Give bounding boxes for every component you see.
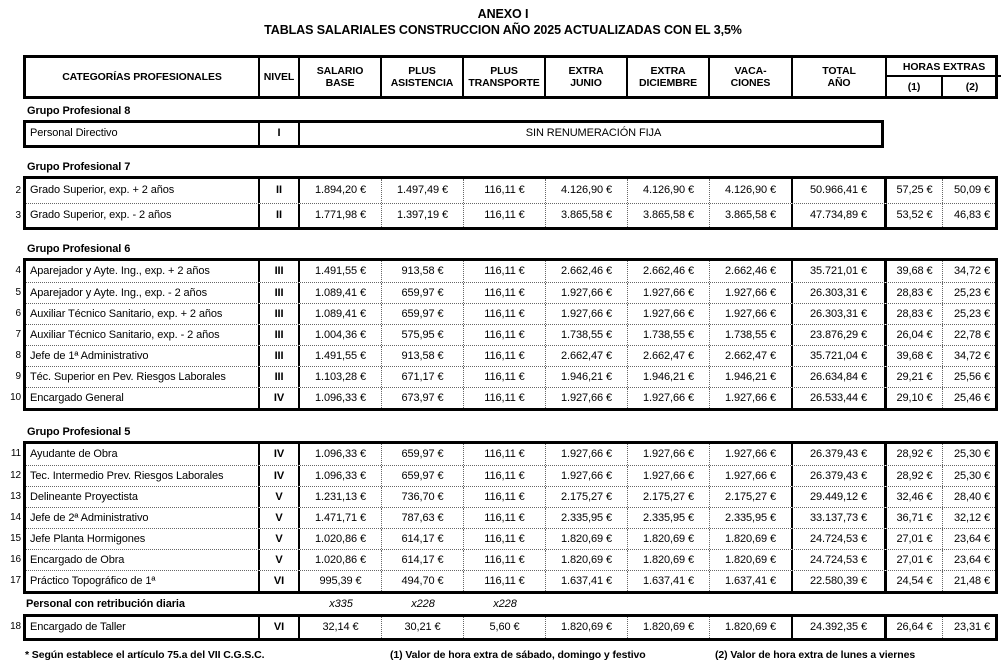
extra-junio-cell: 1.820,69 € — [546, 550, 628, 570]
span-cell: SIN RENUMERACIÓN FIJA — [525, 127, 662, 139]
extra-diciembre-cell: 1.946,21 € — [628, 367, 710, 387]
total-ano-cell: 26.634,84 € — [793, 367, 887, 387]
horas-extras-1-cell: 32,46 € — [887, 487, 943, 507]
vacaciones-cell: 1.927,66 € — [710, 444, 793, 465]
plus-asistencia-cell: 913,58 € — [382, 346, 464, 366]
multiplier-cell: x228 — [411, 598, 435, 610]
total-ano-cell: 50.966,41 € — [793, 179, 887, 203]
table-row — [15, 345, 995, 366]
total-ano-cell: 26.379,43 € — [793, 466, 887, 486]
category-cell: Jefe de 1ª Administrativo — [26, 346, 260, 366]
horas-extras-2-cell: 34,72 € — [953, 350, 990, 362]
extra-diciembre-cell: 1.927,66 € — [628, 304, 710, 324]
group-block — [10, 614, 998, 641]
extra-diciembre-cell: 1.927,66 € — [628, 466, 710, 486]
group-label: Grupo Profesional 7 — [27, 161, 131, 173]
extra-diciembre-cell: 1.927,66 € — [628, 283, 710, 303]
row-number: 12 — [10, 470, 21, 481]
nivel-cell: VI — [260, 571, 300, 591]
plus-asistencia-cell: 659,97 € — [382, 283, 464, 303]
horas-extras-1-cell: 27,01 € — [887, 550, 943, 570]
nivel-cell: V — [260, 529, 300, 549]
plus-transporte-cell: 116,11 € — [464, 367, 546, 387]
vacaciones-cell: 1.946,21 € — [710, 367, 793, 387]
table-row — [15, 203, 995, 227]
row-number: 15 — [10, 533, 21, 544]
footnote-1: (1) Valor de hora extra de sábado, domingo y festivo — [390, 649, 646, 661]
header-categorias: CATEGORÍAS PROFESIONALES — [26, 58, 260, 96]
daily-retribution-row — [26, 597, 1006, 613]
extra-junio-cell: 2.175,27 € — [546, 487, 628, 507]
row-number: 10 — [10, 392, 21, 403]
table-row — [10, 570, 995, 591]
row-number: 8 — [15, 350, 21, 361]
total-ano-cell: 47.734,89 € — [793, 204, 887, 227]
category-cell: Tec. Intermedio Prev. Riesgos Laborales — [26, 466, 260, 486]
extra-junio-cell: 1.927,66 € — [546, 466, 628, 486]
row-number: 3 — [15, 210, 21, 221]
category-cell: Encargado de Obra — [26, 550, 260, 570]
vacaciones-cell: 1.820,69 € — [710, 529, 793, 549]
extra-junio-cell: 1.927,66 € — [546, 283, 628, 303]
footnote-asterisk: * Según establece el artículo 75.a del VII C.G.S.C. — [25, 649, 265, 661]
group-block — [23, 120, 884, 148]
plus-asistencia-cell: 659,97 € — [382, 304, 464, 324]
salario-base-cell: 1.096,33 € — [300, 466, 382, 486]
category-cell: Encargado de Taller — [26, 617, 260, 638]
table-row — [10, 507, 995, 528]
nivel-cell: III — [260, 367, 300, 387]
extra-junio-cell: 1.637,41 € — [546, 571, 628, 591]
plus-transporte-cell: 116,11 € — [464, 179, 546, 203]
plus-transporte-cell: 116,11 € — [464, 571, 546, 591]
table-header — [23, 55, 998, 99]
document-subtitle: TABLAS SALARIALES CONSTRUCCION AÑO 2025 ACTUALIZADAS CON EL 3,5% — [264, 23, 742, 37]
horas-extras-2-cell: 25,30 € — [953, 448, 990, 460]
extra-diciembre-cell: 1.820,69 € — [628, 529, 710, 549]
plus-transporte-cell: 116,11 € — [464, 444, 546, 465]
category-cell: Encargado General — [26, 388, 260, 408]
header-plus-transporte: PLUS TRANSPORTE — [464, 58, 546, 96]
nivel-cell: III — [260, 304, 300, 324]
extra-junio-cell: 4.126,90 € — [546, 179, 628, 203]
horas-extras-2-cell: 34,72 € — [953, 265, 990, 277]
plus-asistencia-cell: 671,17 € — [382, 367, 464, 387]
horas-extras-2-cell: 21,48 € — [953, 575, 990, 587]
vacaciones-cell: 2.175,27 € — [710, 487, 793, 507]
total-ano-cell: 24.724,53 € — [793, 550, 887, 570]
group-block — [15, 176, 998, 230]
nivel-cell: III — [260, 325, 300, 345]
plus-asistencia-cell: 494,70 € — [382, 571, 464, 591]
plus-transporte-cell: 116,11 € — [464, 508, 546, 528]
vacaciones-cell: 1.927,66 € — [710, 466, 793, 486]
table-row — [10, 387, 995, 408]
plus-transporte-cell: 116,11 € — [464, 204, 546, 227]
group-label: Grupo Profesional 8 — [27, 105, 131, 117]
nivel-cell: V — [260, 550, 300, 570]
total-ano-cell: 26.533,44 € — [793, 388, 887, 408]
category-cell: Grado Superior, exp. - 2 años — [26, 204, 260, 227]
header-salario-base: SALARIO BASE — [300, 58, 382, 96]
extra-diciembre-cell: 2.335,95 € — [628, 508, 710, 528]
plus-asistencia-cell: 913,58 € — [382, 261, 464, 282]
plus-asistencia-cell: 614,17 € — [382, 529, 464, 549]
salario-base-cell: 1.089,41 € — [300, 283, 382, 303]
extra-junio-cell: 3.865,58 € — [546, 204, 628, 227]
category-cell: Auxiliar Técnico Sanitario, exp. + 2 años — [26, 304, 260, 324]
horas-extras-2-cell: 25,23 € — [953, 287, 990, 299]
vacaciones-cell: 1.637,41 € — [710, 571, 793, 591]
total-ano-cell: 24.724,53 € — [793, 529, 887, 549]
plus-asistencia-cell: 614,17 € — [382, 550, 464, 570]
category-cell: Jefe Planta Hormigones — [26, 529, 260, 549]
horas-extras-1-cell: 39,68 € — [887, 261, 943, 282]
plus-asistencia-cell: 659,97 € — [382, 466, 464, 486]
vacaciones-cell: 1.820,69 € — [710, 550, 793, 570]
horas-extras-1-cell: 36,71 € — [887, 508, 943, 528]
extra-diciembre-cell: 1.820,69 € — [628, 617, 710, 638]
plus-transporte-cell: 116,11 € — [464, 388, 546, 408]
horas-extras-1-cell: 27,01 € — [887, 529, 943, 549]
category-cell: Grado Superior, exp. + 2 años — [26, 179, 260, 203]
extra-diciembre-cell: 1.927,66 € — [628, 388, 710, 408]
horas-extras-2-cell: 25,56 € — [953, 371, 990, 383]
row-number: 7 — [15, 329, 21, 340]
salario-base-cell: 1.096,33 € — [300, 444, 382, 465]
salario-base-cell: 1.103,28 € — [300, 367, 382, 387]
row-number: 13 — [10, 491, 21, 502]
header-extra-diciembre: EXTRA DICIEMBRE — [628, 58, 710, 96]
plus-asistencia-cell: 659,97 € — [382, 444, 464, 465]
total-ano-cell: 26.303,31 € — [793, 304, 887, 324]
horas-extras-2-cell: 28,40 € — [953, 491, 990, 503]
total-ano-cell: 29.449,12 € — [793, 487, 887, 507]
footnote-2: (2) Valor de hora extra de lunes a viernes — [715, 649, 916, 661]
horas-extras-2-cell: 23,64 € — [953, 554, 990, 566]
extra-diciembre-cell: 1.820,69 € — [628, 550, 710, 570]
nivel-cell: III — [260, 261, 300, 282]
total-ano-cell: 33.137,73 € — [793, 508, 887, 528]
vacaciones-cell: 4.126,90 € — [710, 179, 793, 203]
plus-transporte-cell: 116,11 € — [464, 283, 546, 303]
group-section — [0, 104, 1006, 148]
salario-base-cell: 1.471,71 € — [300, 508, 382, 528]
row-number: 11 — [10, 448, 21, 459]
category-cell: Ayudante de Obra — [26, 444, 260, 465]
plus-transporte-cell: 116,11 € — [464, 346, 546, 366]
nivel-cell: V — [260, 508, 300, 528]
nivel-cell: IV — [260, 388, 300, 408]
vacaciones-cell: 1.738,55 € — [710, 325, 793, 345]
header-extra-junio: EXTRA JUNIO — [546, 58, 628, 96]
category-cell: Aparejador y Ayte. Ing., exp. - 2 años — [26, 283, 260, 303]
total-ano-cell: 23.876,29 € — [793, 325, 887, 345]
plus-transporte-cell: 5,60 € — [464, 617, 546, 638]
document-title: ANEXO I — [477, 7, 529, 21]
extra-junio-cell: 1.738,55 € — [546, 325, 628, 345]
nivel-cell: I — [260, 123, 300, 145]
vacaciones-cell: 1.927,66 € — [710, 283, 793, 303]
vacaciones-cell: 1.927,66 € — [710, 388, 793, 408]
vacaciones-cell: 1.820,69 € — [710, 617, 793, 638]
salario-base-cell: 1.089,41 € — [300, 304, 382, 324]
row-number: 18 — [10, 621, 21, 632]
extra-diciembre-cell: 2.662,46 € — [628, 261, 710, 282]
extra-diciembre-cell: 3.865,58 € — [628, 204, 710, 227]
multiplier-cell: x335 — [329, 598, 353, 610]
table-row — [15, 179, 995, 203]
horas-extras-1-cell: 53,52 € — [887, 204, 943, 227]
horas-extras-2-cell: 46,83 € — [953, 209, 990, 221]
header-vacaciones: VACA- CIONES — [710, 58, 793, 96]
horas-extras-2-cell: 25,46 € — [953, 392, 990, 404]
plus-asistencia-cell: 30,21 € — [382, 617, 464, 638]
horas-extras-2-cell: 22,78 € — [953, 329, 990, 341]
total-ano-cell: 22.580,39 € — [793, 571, 887, 591]
table-row — [10, 465, 995, 486]
extra-junio-cell: 2.662,46 € — [546, 261, 628, 282]
extra-diciembre-cell: 1.738,55 € — [628, 325, 710, 345]
nivel-cell: III — [260, 346, 300, 366]
table-row — [10, 549, 995, 570]
row-number: 5 — [15, 287, 21, 298]
horas-extras-1-cell: 24,54 € — [887, 571, 943, 591]
plus-transporte-cell: 116,11 € — [464, 304, 546, 324]
group-label: Grupo Profesional 6 — [27, 243, 131, 255]
table-row — [10, 528, 995, 549]
plus-transporte-cell: 116,11 € — [464, 325, 546, 345]
group-section — [0, 160, 1006, 230]
table-row — [15, 282, 995, 303]
horas-extras-2-cell: 25,30 € — [953, 470, 990, 482]
category-cell: Práctico Topográfico de 1ª — [26, 571, 260, 591]
header-plus-asistencia: PLUS ASISTENCIA — [382, 58, 464, 96]
vacaciones-cell: 3.865,58 € — [710, 204, 793, 227]
table-row — [15, 324, 995, 345]
vacaciones-cell: 2.662,47 € — [710, 346, 793, 366]
table-body — [0, 104, 1006, 641]
extra-junio-cell: 2.335,95 € — [546, 508, 628, 528]
horas-extras-1-cell: 28,92 € — [887, 444, 943, 465]
group-block — [10, 441, 998, 594]
footnotes — [25, 649, 1006, 662]
extra-junio-cell: 1.927,66 € — [546, 388, 628, 408]
salario-base-cell: 32,14 € — [300, 617, 382, 638]
extra-diciembre-cell: 2.662,47 € — [628, 346, 710, 366]
extra-junio-cell: 1.820,69 € — [546, 529, 628, 549]
category-cell: Téc. Superior en Pev. Riesgos Laborales — [26, 367, 260, 387]
nivel-cell: VI — [260, 617, 300, 638]
row-number: 17 — [10, 575, 21, 586]
horas-extras-1-cell: 28,83 € — [887, 283, 943, 303]
table-row — [10, 444, 995, 465]
header-horas-extras-2: (2) — [965, 80, 979, 93]
header-nivel: NIVEL — [260, 58, 300, 96]
salario-base-cell: 1.020,86 € — [300, 529, 382, 549]
row-number: 9 — [15, 371, 21, 382]
group-label: Grupo Profesional 5 — [27, 426, 131, 438]
plus-transporte-cell: 116,11 € — [464, 550, 546, 570]
nivel-cell: IV — [260, 466, 300, 486]
row-number: 4 — [15, 265, 21, 276]
nivel-cell: II — [260, 179, 300, 203]
total-ano-cell: 24.392,35 € — [793, 617, 887, 638]
vacaciones-cell: 1.927,66 € — [710, 304, 793, 324]
total-ano-cell: 26.303,31 € — [793, 283, 887, 303]
horas-extras-1-cell: 26,04 € — [887, 325, 943, 345]
horas-extras-1-cell: 29,10 € — [887, 388, 943, 408]
nivel-cell: IV — [260, 444, 300, 465]
header-horas-extras: HORAS EXTRAS — [887, 58, 1001, 77]
plus-transporte-cell: 116,11 € — [464, 261, 546, 282]
extra-junio-cell: 1.820,69 € — [546, 617, 628, 638]
extra-junio-cell: 1.927,66 € — [546, 444, 628, 465]
daily-retribution-label: Personal con retribución diaria — [26, 598, 185, 610]
row-number: 6 — [15, 308, 21, 319]
plus-transporte-cell: 116,11 € — [464, 487, 546, 507]
salario-base-cell: 1.004,36 € — [300, 325, 382, 345]
table-row — [15, 261, 995, 282]
horas-extras-1-cell: 29,21 € — [887, 367, 943, 387]
table-row — [10, 617, 995, 638]
salario-base-cell: 1.894,20 € — [300, 179, 382, 203]
plus-asistencia-cell: 673,97 € — [382, 388, 464, 408]
salario-base-cell: 1.491,55 € — [300, 261, 382, 282]
plus-asistencia-cell: 736,70 € — [382, 487, 464, 507]
row-number: 16 — [10, 554, 21, 565]
table-row — [15, 366, 995, 387]
row-number: 14 — [10, 512, 21, 523]
total-ano-cell: 35.721,04 € — [793, 346, 887, 366]
plus-asistencia-cell: 575,95 € — [382, 325, 464, 345]
extra-junio-cell: 1.946,21 € — [546, 367, 628, 387]
vacaciones-cell: 2.662,46 € — [710, 261, 793, 282]
extra-diciembre-cell: 2.175,27 € — [628, 487, 710, 507]
group-section — [0, 242, 1006, 411]
horas-extras-2-cell: 50,09 € — [953, 184, 990, 196]
nivel-cell: V — [260, 487, 300, 507]
plus-asistencia-cell: 1.497,49 € — [382, 179, 464, 203]
total-ano-cell: 35.721,01 € — [793, 261, 887, 282]
group-section — [0, 597, 1006, 641]
horas-extras-1-cell: 28,92 € — [887, 466, 943, 486]
plus-transporte-cell: 116,11 € — [464, 466, 546, 486]
horas-extras-1-cell: 28,83 € — [887, 304, 943, 324]
group-section — [0, 425, 1006, 594]
extra-junio-cell: 1.927,66 € — [546, 304, 628, 324]
nivel-cell: III — [260, 283, 300, 303]
extra-diciembre-cell: 1.927,66 € — [628, 444, 710, 465]
category-cell: Delineante Proyectista — [26, 487, 260, 507]
category-cell: Personal Directivo — [26, 123, 260, 145]
horas-extras-1-cell: 26,64 € — [887, 617, 943, 638]
salario-base-cell: 1.231,13 € — [300, 487, 382, 507]
table-row — [10, 486, 995, 507]
horas-extras-2-cell: 25,23 € — [953, 308, 990, 320]
nivel-cell: II — [260, 204, 300, 227]
plus-transporte-cell: 116,11 € — [464, 529, 546, 549]
horas-extras-1-cell: 39,68 € — [887, 346, 943, 366]
category-cell: Auxiliar Técnico Sanitario, exp. - 2 años — [26, 325, 260, 345]
plus-asistencia-cell: 1.397,19 € — [382, 204, 464, 227]
table-row — [15, 303, 995, 324]
horas-extras-2-cell: 23,64 € — [953, 533, 990, 545]
vacaciones-cell: 2.335,95 € — [710, 508, 793, 528]
salario-base-cell: 995,39 € — [300, 571, 382, 591]
salario-base-cell: 1.096,33 € — [300, 388, 382, 408]
extra-junio-cell: 2.662,47 € — [546, 346, 628, 366]
extra-diciembre-cell: 1.637,41 € — [628, 571, 710, 591]
horas-extras-2-cell: 23,31 € — [953, 621, 990, 633]
horas-extras-1-cell: 57,25 € — [887, 179, 943, 203]
header-horas-extras-1: (1) — [887, 77, 943, 96]
group-block — [10, 258, 998, 411]
salario-base-cell: 1.491,55 € — [300, 346, 382, 366]
horas-extras-2-cell: 32,12 € — [953, 512, 990, 524]
row-number: 2 — [15, 185, 21, 196]
table-row — [26, 123, 881, 145]
header-total-ano: TOTAL AÑO — [793, 58, 887, 96]
category-cell: Aparejador y Ayte. Ing., exp. + 2 años — [26, 261, 260, 282]
multiplier-cell: x228 — [493, 598, 517, 610]
plus-asistencia-cell: 787,63 € — [382, 508, 464, 528]
extra-diciembre-cell: 4.126,90 € — [628, 179, 710, 203]
salario-base-cell: 1.771,98 € — [300, 204, 382, 227]
category-cell: Jefe de 2ª Administrativo — [26, 508, 260, 528]
salario-base-cell: 1.020,86 € — [300, 550, 382, 570]
total-ano-cell: 26.379,43 € — [793, 444, 887, 465]
